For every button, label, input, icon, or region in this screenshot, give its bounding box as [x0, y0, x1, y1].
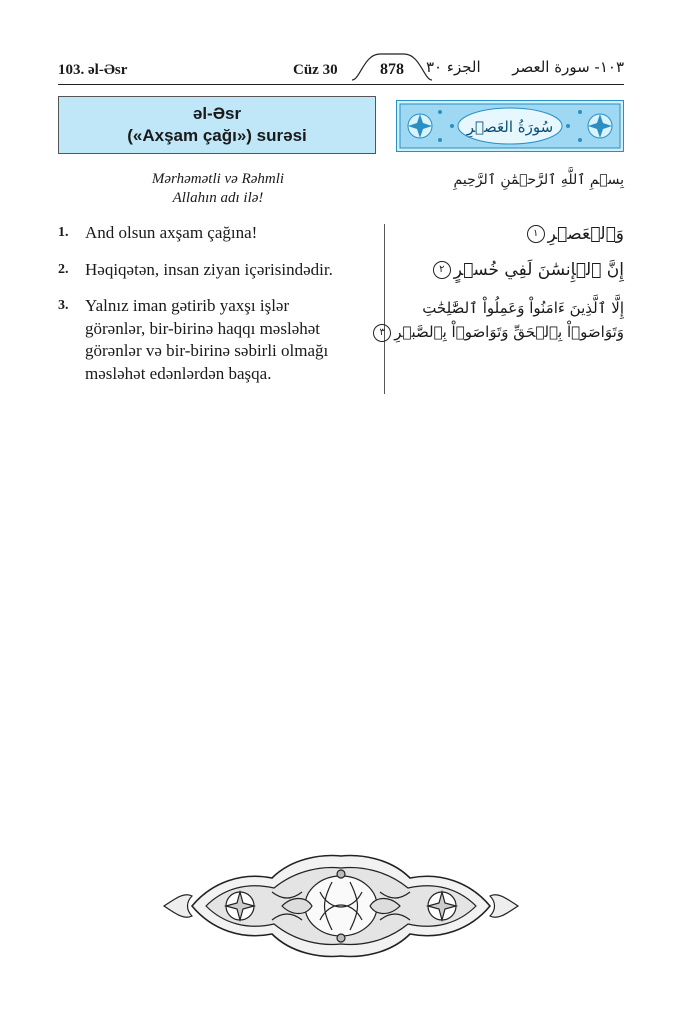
decorative-ornament — [162, 852, 520, 960]
verse-text-line: görənlər, bir-birinə haqqı məsləhət — [85, 318, 321, 338]
arabic-verses — [379, 222, 624, 344]
surah-title-ornament — [396, 100, 624, 152]
verse-number: 3. — [58, 298, 69, 313]
bismillah-arabic: بِسۡمِ ٱللَّهِ ٱلرَّحۡمَٰنِ ٱلرَّحِيمِ — [453, 172, 624, 188]
bismillah-line-1: Mərhəmətli və Rəhmli — [151, 171, 285, 187]
verse-2 — [58, 259, 378, 282]
verse-3 — [58, 295, 378, 385]
verse-1 — [58, 222, 378, 245]
arabic-verse-text: إِنَّ ٱلۡإِنسَٰنَ لَفِي خُسۡرٍ — [453, 260, 624, 280]
bismillah-translation — [118, 170, 318, 208]
verse-text: Həqiqətən, insan ziyan içərisindədir. — [85, 259, 333, 279]
surah-subtitle: («Axşam çağı») surəsi — [127, 126, 307, 145]
header-juz-label: Cüz 30 — [293, 62, 338, 78]
header-surah-name: 103. əl-Əsr — [58, 62, 128, 78]
page-number: 878 — [380, 61, 404, 78]
verse-end-marker: ٣ — [373, 324, 391, 342]
arabic-verse-3b — [379, 320, 624, 344]
arabic-verse-2 — [399, 258, 624, 282]
header-surah-arabic: ١٠٣- سورة العصر — [512, 58, 624, 76]
page-header — [58, 58, 624, 84]
ornament-arabic-title: سُورَةُ العَصۡرِ — [466, 118, 554, 136]
arabic-verse-text: وَتَوَاصَوۡاْ بِٱلۡحَقِّ وَتَوَاصَوۡاْ بِٱلصَّبۡرِ — [394, 323, 624, 341]
arabic-verse-text: إِلَّا ٱلَّذِينَ ءَامَنُواْ وَعَمِلُواْ ٱلصَّٰلِحَٰتِ — [422, 299, 624, 317]
verse-number: 1. — [58, 225, 69, 240]
verse-number: 2. — [58, 261, 69, 277]
bismillah-line-2: Allahın adı ilə! — [172, 190, 264, 206]
verse-text-line: məsləhət edənlərdən başqa. — [85, 363, 272, 383]
surah-title: əl-Əsr — [192, 104, 242, 123]
header-rule — [58, 84, 624, 85]
translation-verses — [58, 222, 378, 399]
column-divider — [384, 224, 385, 394]
surah-title-box — [58, 96, 376, 154]
verse-text-line: görənlər və bir-birinə səbirli olmağı — [85, 341, 329, 360]
verse-text-line: Yalnız iman gətirib yaxşı işlər — [85, 296, 290, 315]
header-juz-arabic: الجزء ٣٠ — [426, 58, 481, 76]
arabic-verse-text: وَٱلۡعَصۡرِ — [547, 224, 624, 244]
verse-text: And olsun axşam çağına! — [85, 223, 258, 242]
verse-end-marker: ١ — [527, 225, 545, 243]
arabic-verse-3a — [399, 296, 624, 320]
arabic-verse-1 — [399, 222, 624, 246]
verse-end-marker: ٢ — [433, 261, 451, 279]
